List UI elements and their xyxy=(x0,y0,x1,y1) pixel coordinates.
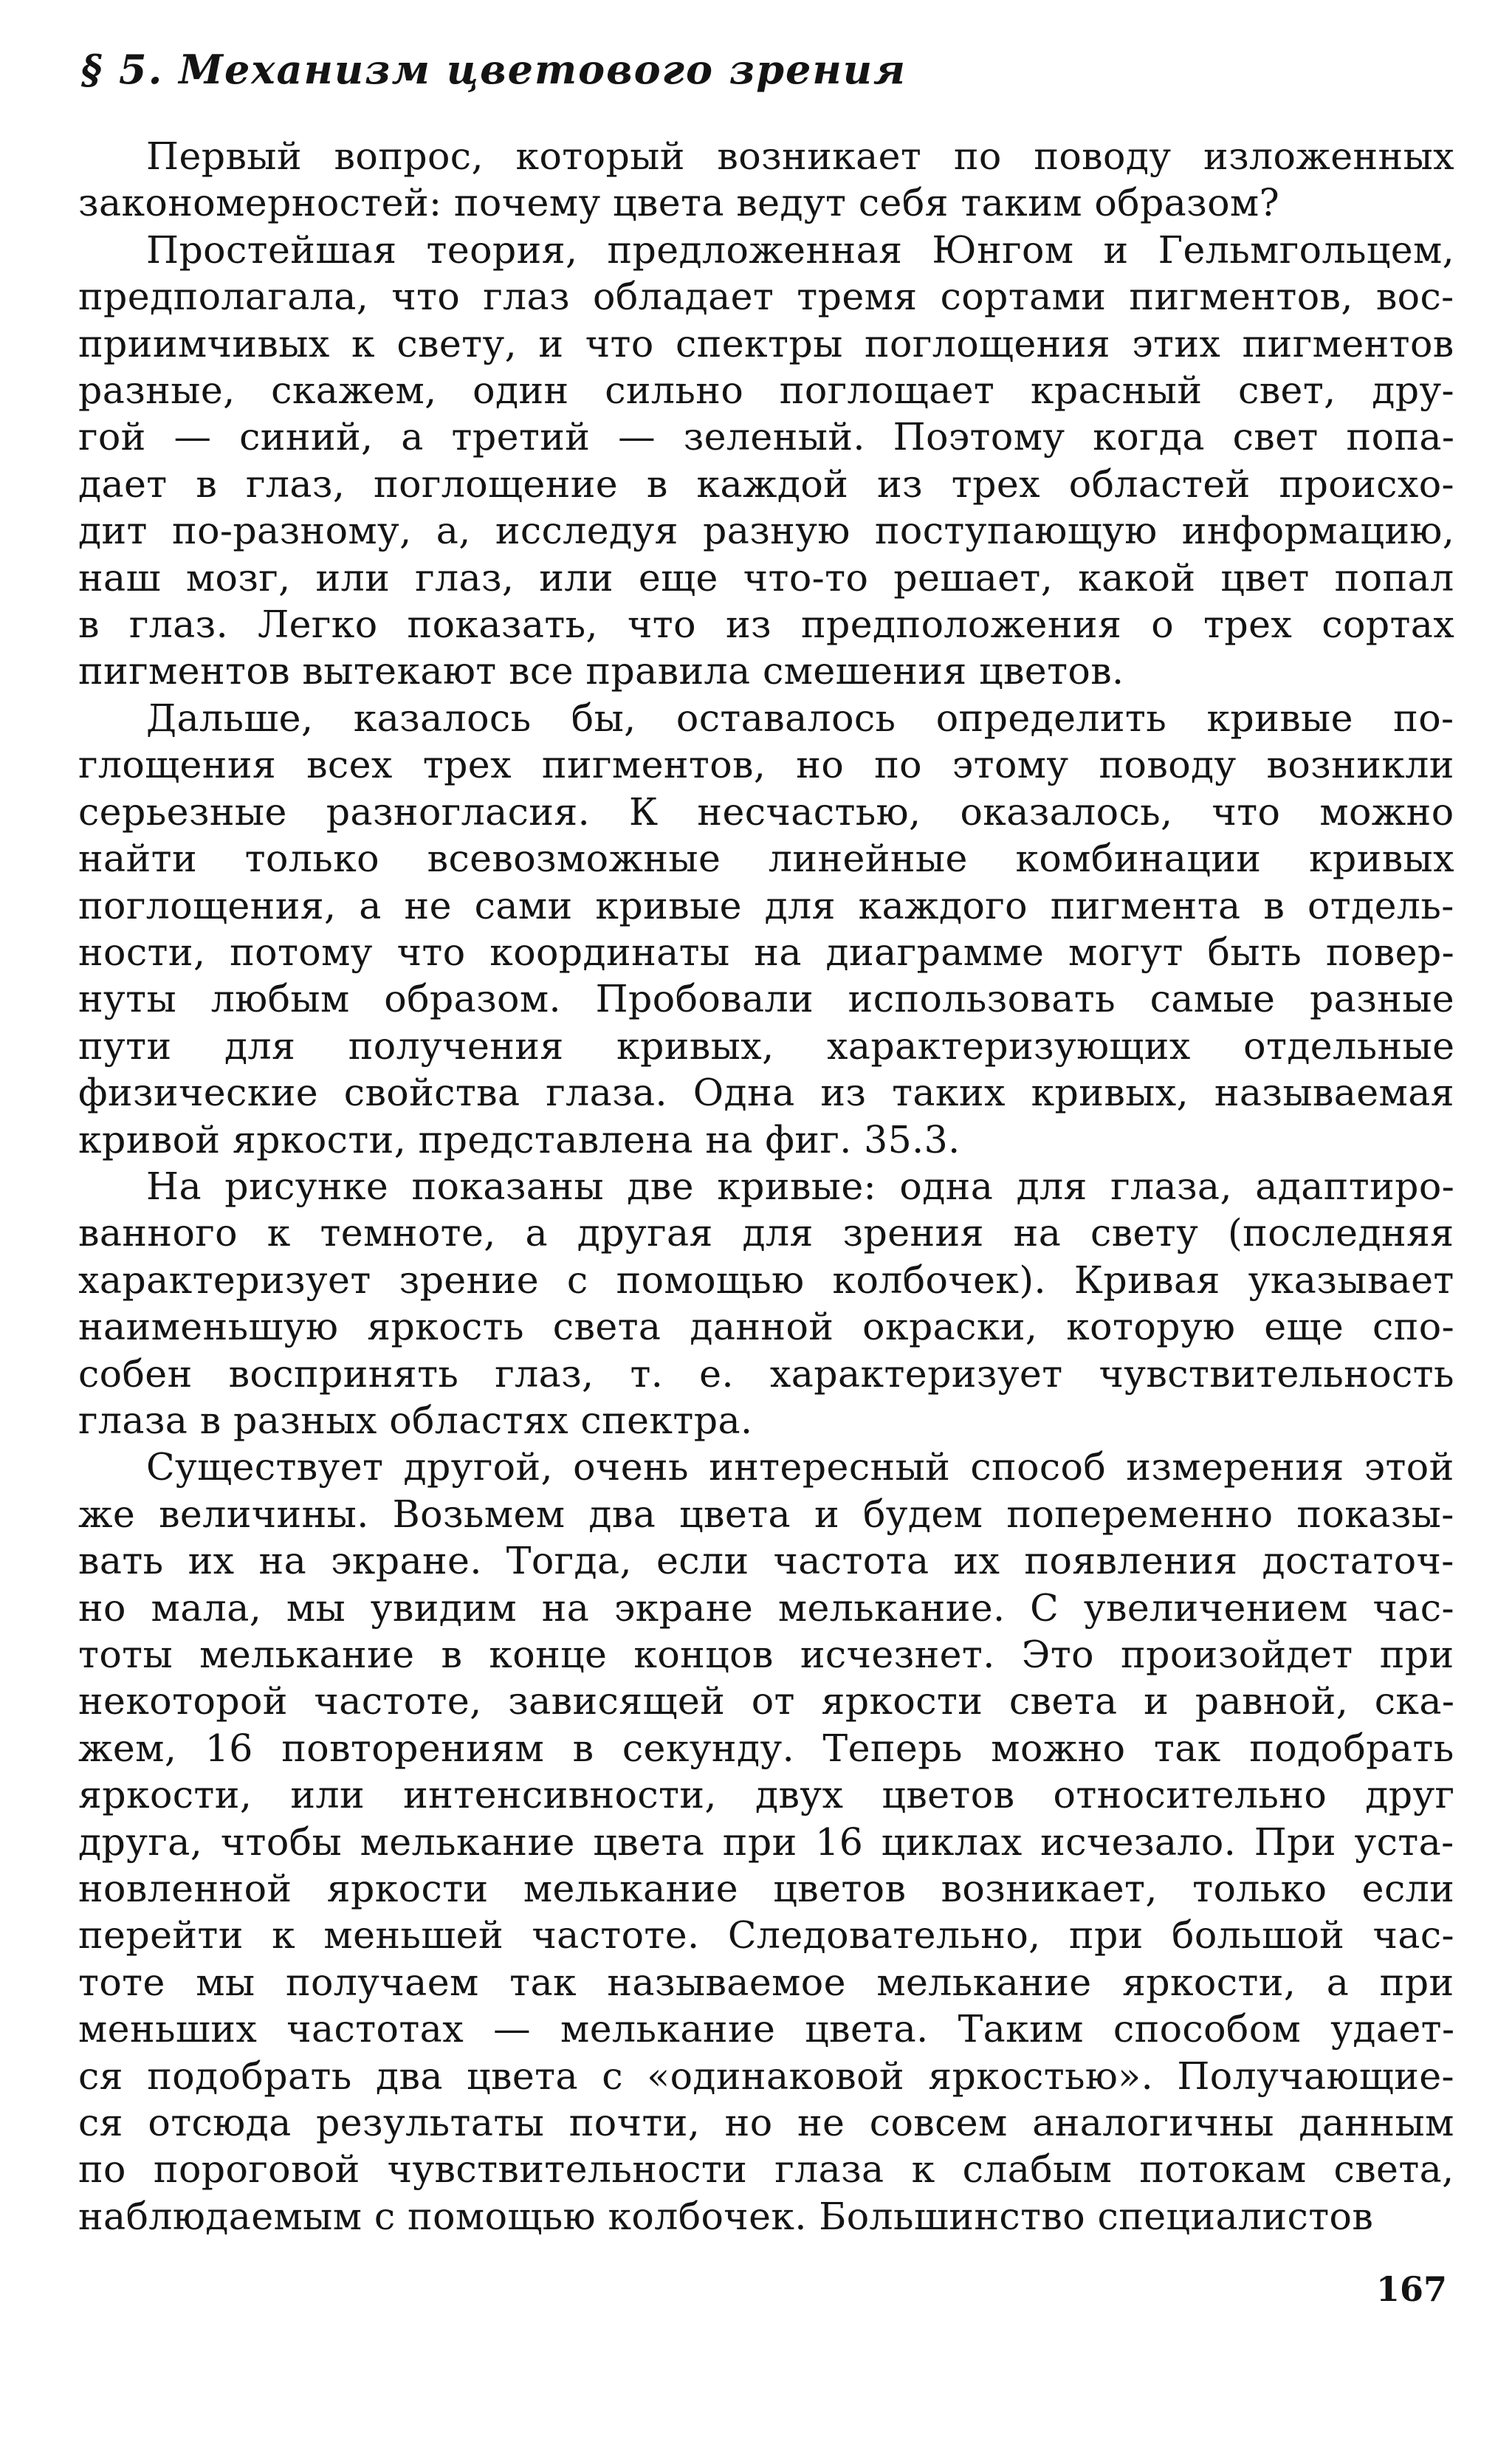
text-line: дит по-разному, а, исследуя разную поступающую информацию, xyxy=(78,509,1455,553)
text-line: глаза в разных областях спектра. xyxy=(78,1398,753,1442)
text-line: пути для получения кривых, характеризующих отдельные xyxy=(78,1023,1455,1068)
text-line: разные, скажем, один сильно поглощает красный свет, дру- xyxy=(78,368,1455,413)
text-line: глощения всех трех пигментов, но по этому поводу возникли xyxy=(78,743,1454,787)
text-line: в глаз. Легко показать, что из предположения о трех сортах xyxy=(78,603,1455,647)
text-line: вать их на экране. Тогда, если частота их появления достаточ- xyxy=(78,1539,1454,1583)
text-line: ности, потому что координаты на диаграмме могут быть повер- xyxy=(78,930,1455,974)
text-line: Дальше, казалось бы, оставалось определить кривые по- xyxy=(146,696,1454,740)
text-line: ванного к темноте, а другая для зрения на свету (последняя xyxy=(78,1211,1454,1255)
text-line: ся отсюда результаты почти, но не совсем аналогичны данным xyxy=(78,2101,1454,2145)
text-line: жем, 16 повторениям в секунду. Теперь можно так подобрать xyxy=(78,1726,1454,1770)
text-line: по пороговой чувствительности глаза к слабым потокам света, xyxy=(78,2147,1454,2192)
text-line: Существует другой, очень интересный способ измерения этой xyxy=(146,1445,1454,1489)
text-line: Простейшая теория, предложенная Юнгом и Гельмгольцем, xyxy=(146,227,1455,272)
text-line: наблюдаемым с помощью колбочек. Большинство специалистов xyxy=(78,2194,1374,2238)
text-line: некоторой частоте, зависящей от яркости света и равной, ска- xyxy=(78,1679,1455,1723)
text-line: яркости, или интенсивности, двух цветов относительно друг xyxy=(78,1773,1455,1817)
text-line: меньших частотах — мелькание цвета. Таким способом удает- xyxy=(78,2007,1455,2051)
paragraph xyxy=(78,1444,1454,2240)
paragraph xyxy=(78,227,1454,695)
text-line: поглощения, а не сами кривые для каждого пигмента в отдель- xyxy=(78,883,1454,927)
text-line: дает в глаз, поглощение в каждой из трех областей происхо- xyxy=(78,462,1454,506)
text-line: новленной яркости мелькание цветов возникает, только если xyxy=(78,1867,1455,1911)
text-line: пигментов вытекают все правила смешения цветов. xyxy=(78,649,1124,693)
text-line: физические свойства глаза. Одна из таких кривых, называемая xyxy=(78,1071,1454,1115)
text-line: нуты любым образом. Пробовали использовать самые разные xyxy=(78,977,1455,1021)
text-line: закономерностей: почему цвета ведут себя таким образом? xyxy=(78,181,1280,225)
text-line: перейти к меньшей частоте. Следовательно, при большой час- xyxy=(78,1913,1454,1958)
body-text xyxy=(78,133,1454,2240)
text-line: но мала, мы увидим на экране мелькание. С увеличением час- xyxy=(78,1585,1454,1630)
paragraph xyxy=(78,695,1454,1163)
paragraph xyxy=(78,133,1454,227)
paragraph xyxy=(78,1163,1454,1444)
page-number: 167 xyxy=(1375,2269,1447,2309)
text-line: гой — синий, а третий — зеленый. Поэтому когда свет попа- xyxy=(78,415,1455,459)
text-line: кривой яркости, представлена на фиг. 35.3. xyxy=(78,1117,961,1162)
text-line: наш мозг, или глаз, или еще что-то решает, какой цвет попал xyxy=(78,555,1454,600)
text-line: Первый вопрос, который возникает по поводу изложенных xyxy=(146,134,1455,178)
text-line: тоты мелькание в конце концов исчезнет. Это произойдет при xyxy=(78,1633,1454,1676)
text-line: же величины. Возьмем два цвета и будем попеременно показы- xyxy=(78,1492,1454,1536)
text-line: друга, чтобы мелькание цвета при 16 циклах исчезало. При уста- xyxy=(78,1819,1454,1864)
text-line: ся подобрать два цвета с «одинаковой яркостью». Получающие- xyxy=(78,2054,1455,2098)
text-line: приимчивых к свету, и что спектры поглощения этих пигментов xyxy=(78,321,1454,366)
text-line: характеризует зрение с помощью колбочек). Кривая указывает xyxy=(78,1258,1454,1302)
section-heading: § 5. Механизм цветового зрения xyxy=(81,46,907,93)
text-line: предполагала, что глаз обладает тремя сортами пигментов, вос- xyxy=(78,275,1454,319)
text-line: собен воспринять глаз, т. е. характеризует чувствительность xyxy=(78,1351,1454,1396)
text-line: найти только всевозможные линейные комбинации кривых xyxy=(78,837,1455,881)
text-line: На рисунке показаны две кривые: одна для глаза, адаптиро- xyxy=(146,1164,1455,1208)
text-line: серьезные разногласия. К несчастью, оказалось, что можно xyxy=(78,789,1454,834)
text-line: наименьшую яркость света данной окраски, которую еще спо- xyxy=(78,1305,1455,1349)
text-line: тоте мы получаем так называемое мелькание яркости, а при xyxy=(78,1960,1454,2004)
